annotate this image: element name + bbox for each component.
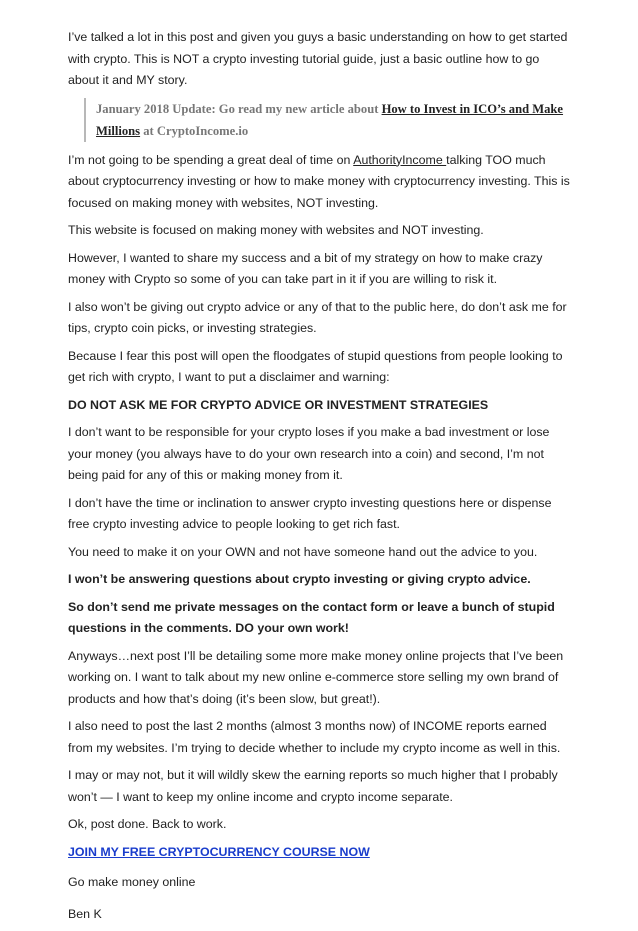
signoff-line: Go make money online [68, 875, 196, 889]
quote-suffix: at CryptoIncome.io [140, 123, 249, 138]
paragraph-no-advice: I also won’t be giving out crypto advice or any of that to the public here, do don’t ask me for tips, crypto coin picks, or investing strategies. [68, 299, 567, 335]
paragraph-part: I’m not going to be spending a great deal of time on [68, 152, 354, 167]
paragraph-share-success: However, I wanted to share my success and a bit of my strategy on how to make crazy money with Crypto so some of you can take part in it if you are willing to risk it. [68, 250, 543, 286]
course-signup-link[interactable]: JOIN MY FREE CRYPTOCURRENCY COURSE NOW [68, 844, 370, 859]
author-name: Ben K [68, 906, 102, 921]
bold-statement-no-answers: I won’t be answering questions about crypto investing or giving crypto advice. [68, 572, 531, 586]
warning-heading: DO NOT ASK ME FOR CRYPTO ADVICE OR INVESTMENT STRATEGIES [68, 397, 489, 412]
paragraph-intro: I’ve talked a lot in this post and given you guys a basic understanding on how to get started with crypto. This is NOT a crypto investing tutorial guide, just a basic outline how to go about it and MY story. [68, 30, 568, 87]
paragraph-no-time: I don’t have the time or inclination to answer crypto investing questions here or dispense free crypto investing advice to people looking to get rich fast. [68, 495, 552, 531]
paragraph-own-way: You need to make it on your OWN and not have someone hand out the advice to you. [68, 544, 538, 559]
article-body [68, 27, 573, 931]
update-blockquote [84, 98, 573, 142]
quote-prefix: January 2018 Update: Go read my new article about [96, 101, 382, 116]
authorityincome-link[interactable]: AuthorityIncome [353, 152, 447, 167]
paragraph-post-done: Ok, post done. Back to work. [68, 817, 227, 831]
paragraph-income-reports: I also need to post the last 2 months (almost 3 months now) of INCOME reports earned from my websites. I’m trying to decide whether to include my crypto income as well in this. [68, 719, 561, 755]
paragraph-focus: This website is focused on making money with websites and NOT investing. [68, 223, 484, 237]
ico-article-link[interactable]: How to Invest in ICO’s and Make Millions [96, 101, 564, 138]
paragraph-responsibility: I don’t want to be responsible for your crypto loses if you make a bad investment or lose your money (you always have to do your own research into a coin) and second, I’m not being paid for any of this or making money from it. [68, 425, 550, 482]
paragraph-separate-income: I may or may not, but it will wildly skew the earning reports so much higher that I probably won’t — I want to keep my online income and crypto income separate. [68, 768, 558, 804]
paragraph-disclaimer-intro: Because I fear this post will open the floodgates of stupid questions from people looking to get rich with crypto, I want to put a disclaimer and warning: [68, 348, 563, 384]
paragraph-not-spending [68, 150, 573, 215]
bold-statement-no-messages: So don’t send me private messages on the contact form or leave a bunch of stupid questions in the comments. DO your own work! [68, 599, 555, 635]
paragraph-next-post: Anyways…next post I’ll be detailing some more make money online projects that I’ve been working on. I want to talk about my new online e-commerce store selling my own brand of products and how that’s doing (it’s been slow, but great!). [68, 648, 564, 706]
paragraph-part: talking TOO much about cryptocurrency investing or how to make money with cryptocurrency investing. This is focused on making money with websites, NOT investing. [68, 152, 570, 210]
